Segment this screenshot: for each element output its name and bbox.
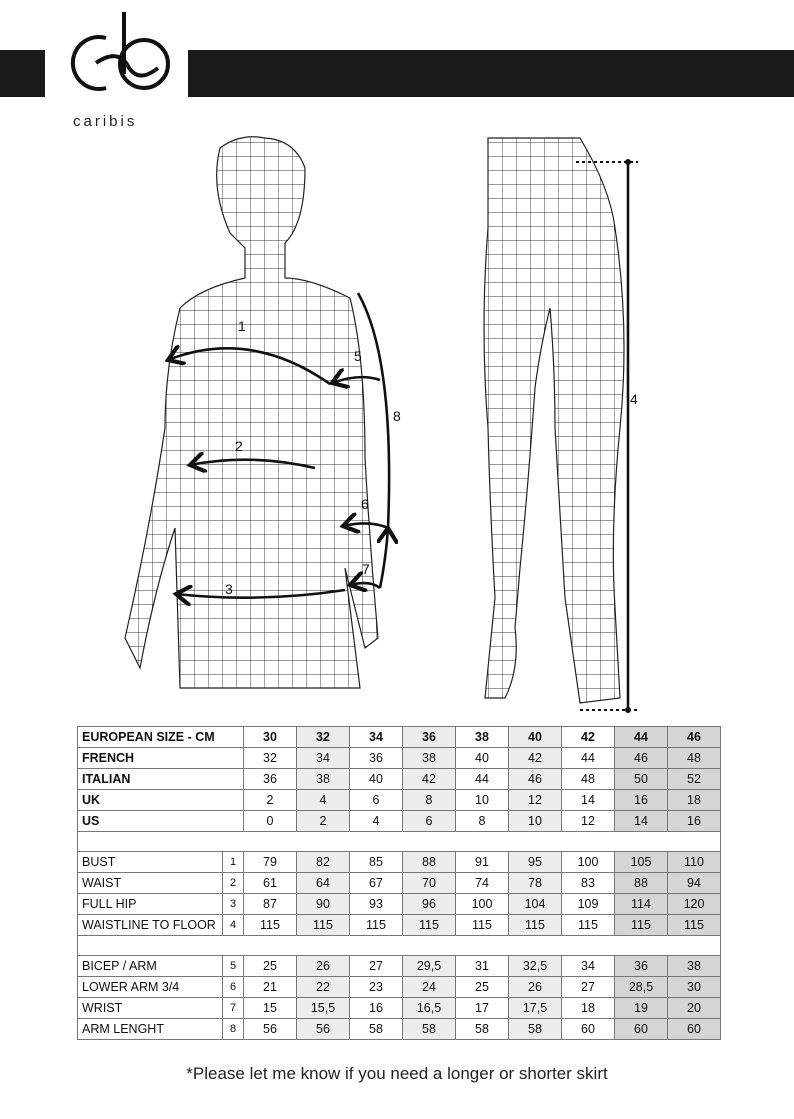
measure-value: 120: [668, 894, 721, 915]
measure-label: LOWER ARM 3/4: [78, 977, 223, 998]
size-header: 32: [297, 727, 350, 748]
system-value: 44: [456, 769, 509, 790]
system-value: 12: [562, 811, 615, 832]
measure-value: 100: [562, 852, 615, 873]
measure-value: 15,5: [297, 998, 350, 1019]
system-label: ITALIAN: [78, 769, 244, 790]
measure-value: 17,5: [509, 998, 562, 1019]
measure-number: 1: [223, 852, 244, 873]
system-value: 10: [509, 811, 562, 832]
measure-value: 60: [615, 1019, 668, 1040]
measure-value: 25: [456, 977, 509, 998]
measure-value: 60: [562, 1019, 615, 1040]
measure-number: 6: [223, 977, 244, 998]
measure-value: 26: [297, 956, 350, 977]
measure-value: 105: [615, 852, 668, 873]
measure-value: 25: [244, 956, 297, 977]
measure-value: 88: [615, 873, 668, 894]
measure-label: ARM LENGHT: [78, 1019, 223, 1040]
measure-value: 115: [509, 915, 562, 936]
measure-value: 28,5: [615, 977, 668, 998]
measure-label: WAIST: [78, 873, 223, 894]
system-value: 12: [509, 790, 562, 811]
measure-number: 7: [223, 998, 244, 1019]
measure-value: 93: [350, 894, 403, 915]
measure-value: 64: [297, 873, 350, 894]
measure-value: 30: [668, 977, 721, 998]
measure-value: 114: [615, 894, 668, 915]
measure-value: 115: [244, 915, 297, 936]
system-value: 40: [456, 748, 509, 769]
measure-value: 115: [668, 915, 721, 936]
system-value: 34: [297, 748, 350, 769]
system-label: US: [78, 811, 244, 832]
measure-value: 17: [456, 998, 509, 1019]
system-value: 48: [668, 748, 721, 769]
measure-value: 115: [350, 915, 403, 936]
size-header: 40: [509, 727, 562, 748]
measure-value: 79: [244, 852, 297, 873]
system-value: 0: [244, 811, 297, 832]
measure-value: 24: [403, 977, 456, 998]
footer-note: *Please let me know if you need a longer or shorter skirt: [186, 1064, 608, 1083]
label-4: 4: [630, 391, 638, 407]
measure-value: 56: [244, 1019, 297, 1040]
label-2: 2: [235, 438, 243, 454]
measure-number: 8: [223, 1019, 244, 1040]
measure-value: 27: [350, 956, 403, 977]
measure-value: 31: [456, 956, 509, 977]
system-value: 8: [456, 811, 509, 832]
measure-value: 95: [509, 852, 562, 873]
system-value: 46: [509, 769, 562, 790]
size-chart-table: [77, 726, 721, 1040]
measure-value: 78: [509, 873, 562, 894]
measure-value: 91: [456, 852, 509, 873]
measure-value: 67: [350, 873, 403, 894]
system-value: 40: [350, 769, 403, 790]
system-value: 44: [562, 748, 615, 769]
measure-label: BUST: [78, 852, 223, 873]
spacer-cell: [78, 832, 721, 852]
system-value: 38: [297, 769, 350, 790]
system-value: 4: [350, 811, 403, 832]
system-value: 6: [403, 811, 456, 832]
system-value: 32: [244, 748, 297, 769]
system-value: 14: [615, 811, 668, 832]
size-header: 34: [350, 727, 403, 748]
system-value: 10: [456, 790, 509, 811]
measure-value: 36: [615, 956, 668, 977]
measure-value: 20: [668, 998, 721, 1019]
measure-value: 83: [562, 873, 615, 894]
measure-value: 27: [562, 977, 615, 998]
system-value: 4: [297, 790, 350, 811]
measure-value: 58: [403, 1019, 456, 1040]
measure-value: 34: [562, 956, 615, 977]
system-value: 52: [668, 769, 721, 790]
system-value: 42: [509, 748, 562, 769]
size-header: 36: [403, 727, 456, 748]
measure-value: 115: [456, 915, 509, 936]
system-value: 48: [562, 769, 615, 790]
measure-value: 90: [297, 894, 350, 915]
measurement-figure: [110, 128, 670, 723]
label-7: 7: [362, 561, 370, 577]
system-value: 18: [668, 790, 721, 811]
front-mannequin: [125, 137, 378, 688]
measure-value: 115: [403, 915, 456, 936]
measure-value: 115: [297, 915, 350, 936]
measure-value: 109: [562, 894, 615, 915]
measure-label: WAISTLINE TO FLOOR: [78, 915, 223, 936]
caribis-logo: [58, 8, 178, 100]
brand-name: caribis: [73, 113, 138, 130]
size-header: 42: [562, 727, 615, 748]
size-header: 44: [615, 727, 668, 748]
measure-value: 115: [562, 915, 615, 936]
system-value: 46: [615, 748, 668, 769]
system-value: 38: [403, 748, 456, 769]
measure-value: 94: [668, 873, 721, 894]
measure-value: 82: [297, 852, 350, 873]
measure-value: 85: [350, 852, 403, 873]
measure-value: 104: [509, 894, 562, 915]
measure-value: 26: [509, 977, 562, 998]
measure-value: 38: [668, 956, 721, 977]
measure-value: 32,5: [509, 956, 562, 977]
measure-value: 88: [403, 852, 456, 873]
spacer-cell: [78, 936, 721, 956]
header-bar-left: [0, 50, 45, 97]
system-value: 42: [403, 769, 456, 790]
measure-value: 16,5: [403, 998, 456, 1019]
system-label: UK: [78, 790, 244, 811]
measure-value: 110: [668, 852, 721, 873]
measure-label: BICEP / ARM: [78, 956, 223, 977]
system-value: 36: [244, 769, 297, 790]
measure-value: 23: [350, 977, 403, 998]
measure-number: 3: [223, 894, 244, 915]
system-value: 36: [350, 748, 403, 769]
measure-value: 15: [244, 998, 297, 1019]
size-header: 38: [456, 727, 509, 748]
measure-value: 18: [562, 998, 615, 1019]
measure-value: 58: [456, 1019, 509, 1040]
measure-value: 56: [297, 1019, 350, 1040]
measure-label: WRIST: [78, 998, 223, 1019]
measure-value: 19: [615, 998, 668, 1019]
measure-value: 100: [456, 894, 509, 915]
size-header: 30: [244, 727, 297, 748]
system-value: 14: [562, 790, 615, 811]
system-value: 2: [297, 811, 350, 832]
measure-label: FULL HIP: [78, 894, 223, 915]
measure-value: 96: [403, 894, 456, 915]
measure-number: 2: [223, 873, 244, 894]
label-5: 5: [354, 348, 362, 364]
measure-value: 58: [509, 1019, 562, 1040]
measure-number: 4: [223, 915, 244, 936]
measure-number: 5: [223, 956, 244, 977]
side-mannequin: [484, 138, 624, 703]
system-value: 16: [615, 790, 668, 811]
measure-value: 70: [403, 873, 456, 894]
measure-value: 74: [456, 873, 509, 894]
measure-value: 60: [668, 1019, 721, 1040]
header-bar-right: [188, 50, 794, 97]
measure-value: 61: [244, 873, 297, 894]
system-value: 8: [403, 790, 456, 811]
label-8: 8: [393, 408, 401, 424]
system-value: 6: [350, 790, 403, 811]
header-label: EUROPEAN SIZE - CM: [78, 727, 244, 748]
measure-value: 21: [244, 977, 297, 998]
label-6: 6: [361, 496, 369, 512]
measure-value: 16: [350, 998, 403, 1019]
size-header: 46: [668, 727, 721, 748]
measure-value: 58: [350, 1019, 403, 1040]
label-3: 3: [225, 581, 233, 597]
system-value: 2: [244, 790, 297, 811]
measure-value: 115: [615, 915, 668, 936]
system-label: FRENCH: [78, 748, 244, 769]
measure-value: 22: [297, 977, 350, 998]
label-1: 1: [238, 318, 246, 334]
system-value: 50: [615, 769, 668, 790]
measure-value: 29,5: [403, 956, 456, 977]
system-value: 16: [668, 811, 721, 832]
measure-value: 87: [244, 894, 297, 915]
